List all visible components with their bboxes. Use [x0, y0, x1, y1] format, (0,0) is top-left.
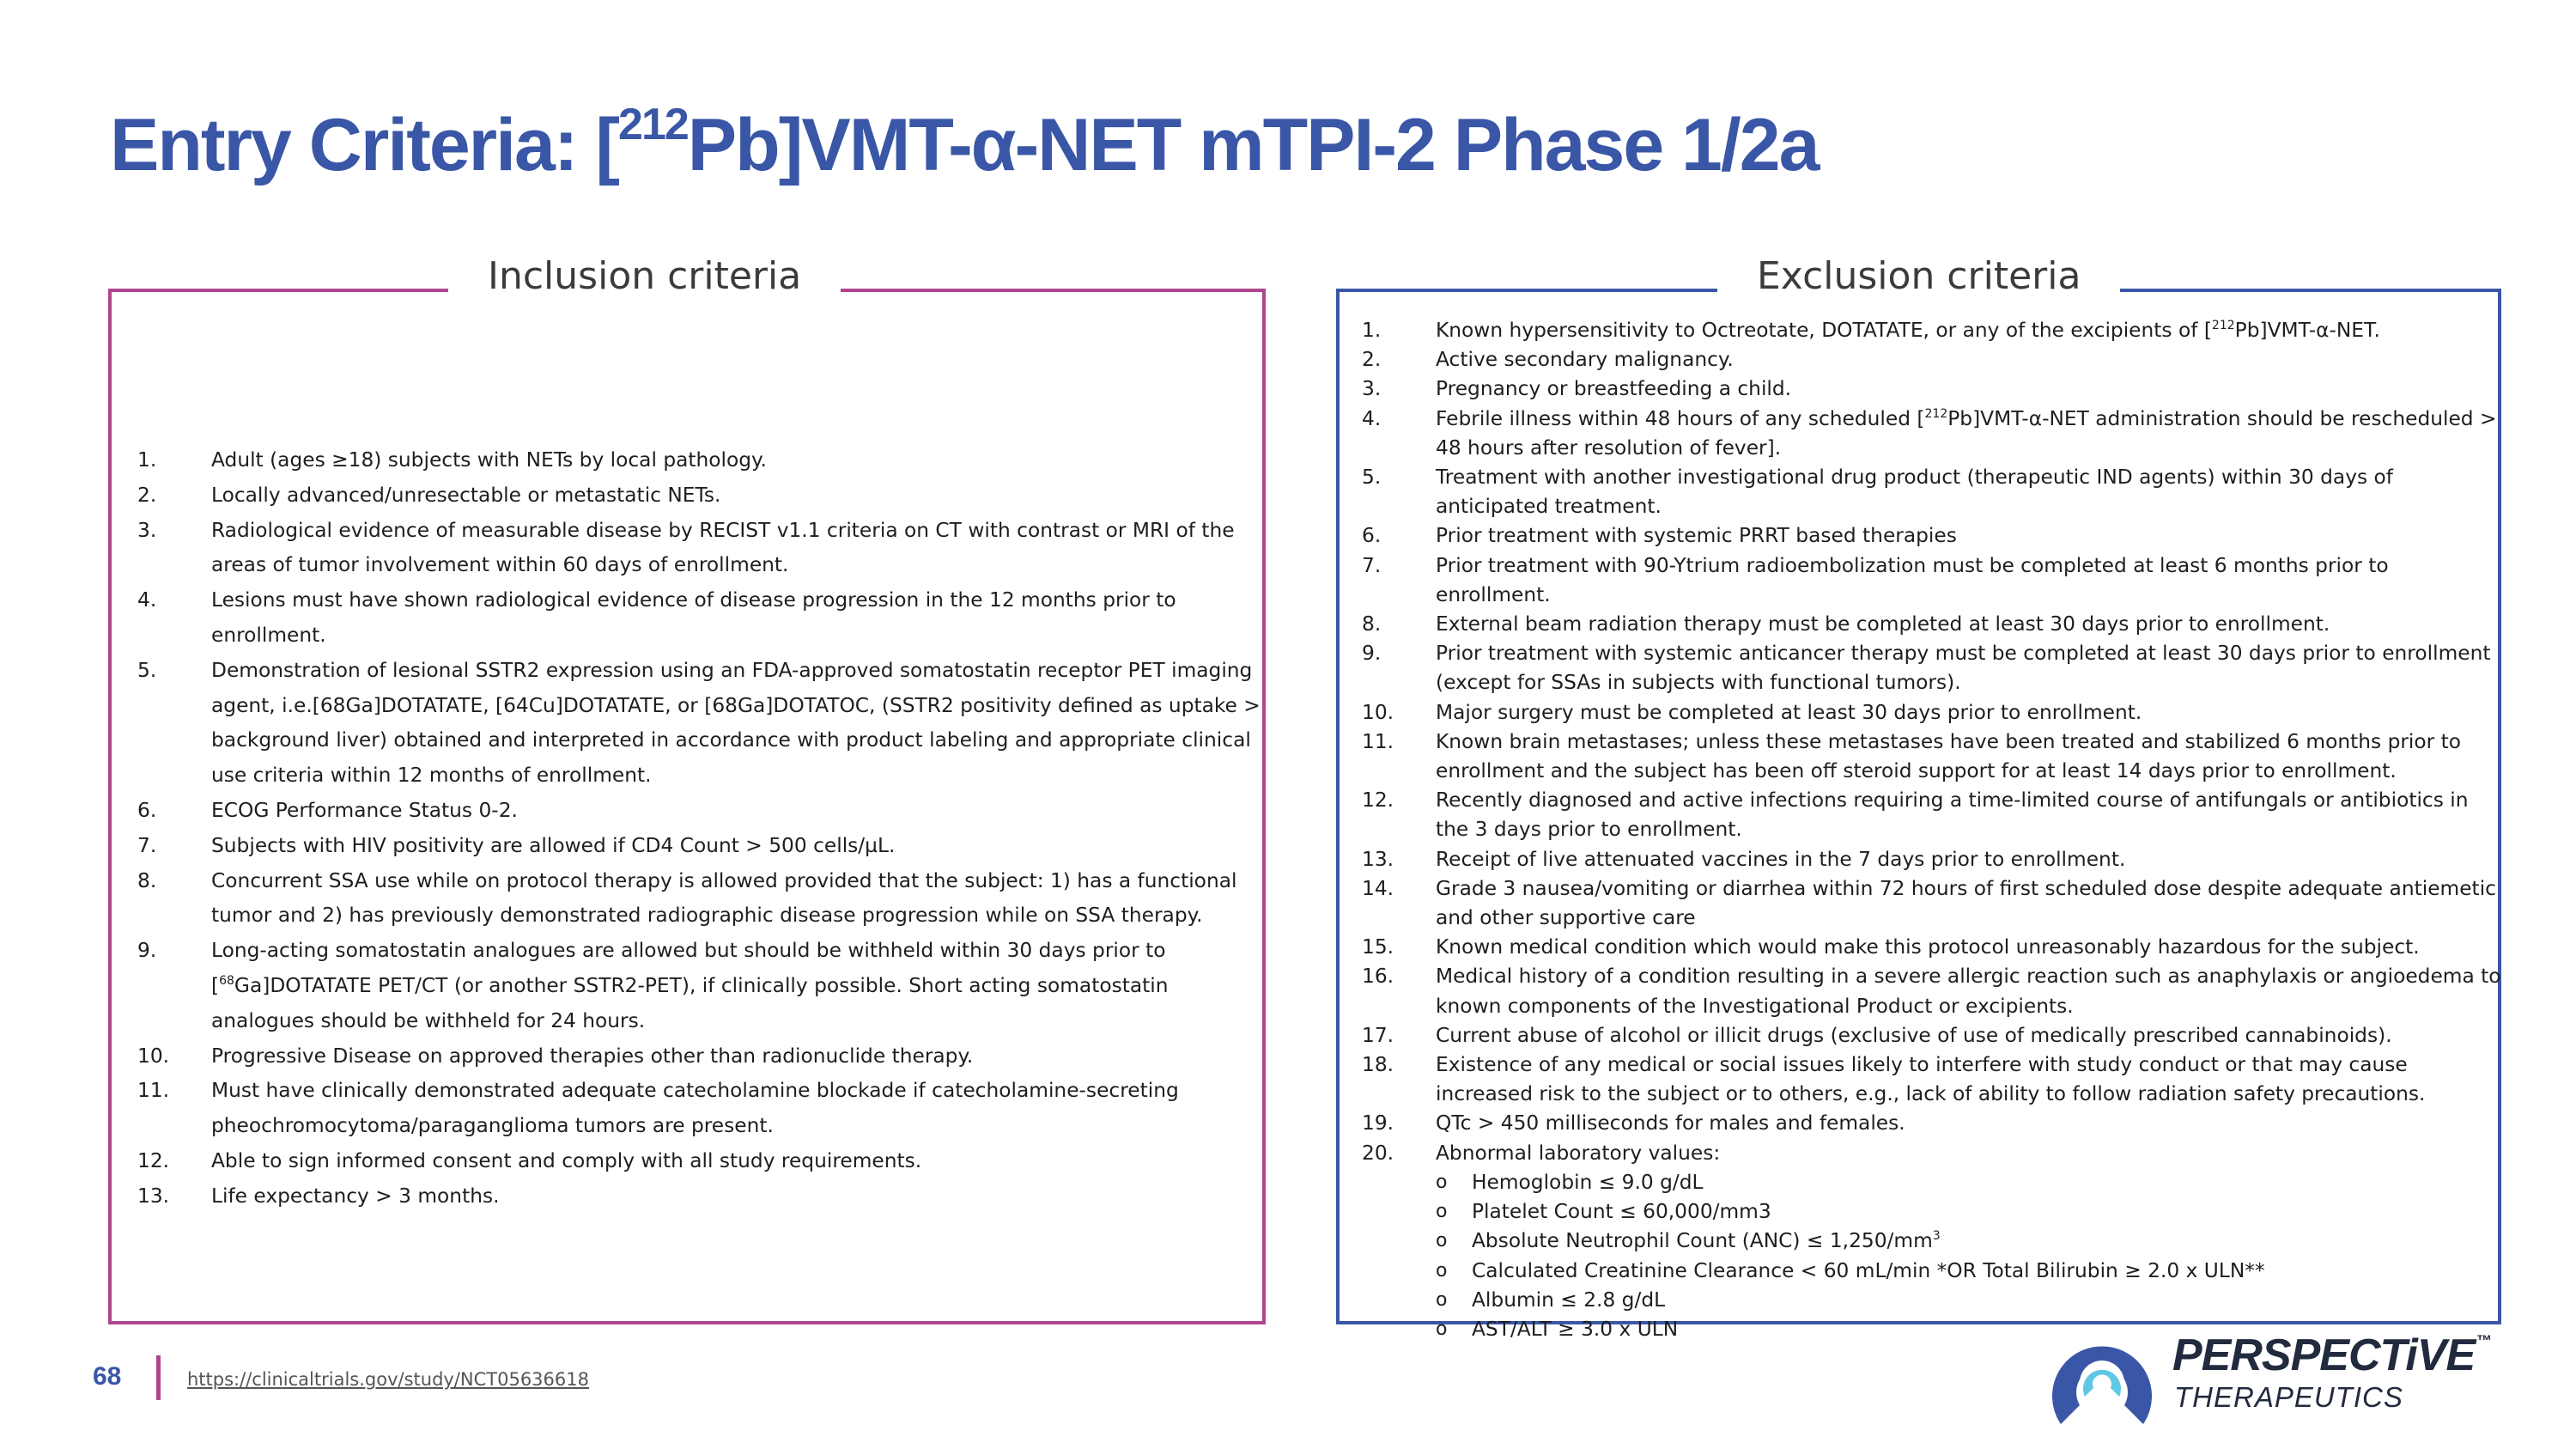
inclusion-item	[137, 1144, 1271, 1179]
item-text-main: Medical history of a condition resulting in a severe allergic reaction such as anaphylaxis or angioedema to known components of the Investigational Product or excipients.	[1436, 965, 2501, 1018]
item-text-main: Recently diagnosed and active infections requiring a time-limited course of antifungals or antibiotics in the 3 days prior to enrollment.	[1436, 788, 2469, 842]
item-text-main: Lesions must have shown radiological evidence of disease progression in the 12 months prior to enrollment.	[211, 588, 1176, 647]
bullet-circle-icon: o	[1436, 1288, 1448, 1311]
item-number: 12.	[1362, 788, 1394, 813]
exclusion-list	[1362, 316, 2504, 1344]
item-text	[1436, 348, 1734, 371]
item-number: 9.	[1362, 642, 1382, 666]
exclusion-item	[1362, 1139, 2504, 1344]
item-number: 10.	[137, 1044, 170, 1068]
item-text-main: Known medical condition which would make this protocol unreasonably hazardous for the subject.	[1436, 935, 2420, 959]
exclusion-item	[1362, 962, 2504, 1020]
item-number: 5.	[137, 658, 157, 682]
item-text	[1436, 612, 2330, 636]
inclusion-item	[137, 478, 1271, 514]
item-text-main: Able to sign informed consent and comply with all study requirements.	[211, 1148, 922, 1172]
item-text	[1436, 877, 2496, 929]
item-number: 9.	[137, 939, 157, 963]
lab-value-item	[1436, 1257, 2504, 1286]
lab-value-item	[1436, 1197, 2504, 1227]
lab-value-text: Calculated Creatinine Clearance < 60 mL/min *OR Total Bilirubin ≥ 2.0 x ULN**	[1472, 1258, 2265, 1282]
item-text	[211, 1044, 973, 1068]
exclusion-item	[1362, 521, 2504, 551]
item-text	[1436, 319, 2380, 342]
lab-value-text: Hemoglobin ≤ 9.0 g/dL	[1472, 1170, 1704, 1194]
item-number: 4.	[1362, 406, 1382, 430]
lab-value-superscript: 3	[1932, 1229, 1941, 1244]
inclusion-item	[137, 583, 1271, 654]
item-text	[211, 1184, 500, 1208]
item-text-main: Known brain metastases; unless these metastases have been treated and stabilized 6 months prior to enrollment and the subject has been off steroid support for at least 14 days prior to enrollment.	[1436, 729, 2462, 783]
item-text	[1436, 524, 1957, 547]
exclusion-item	[1362, 374, 2504, 404]
exclusion-item	[1362, 345, 2504, 374]
item-number: 15.	[1362, 935, 1394, 959]
inclusion-criteria-panel	[108, 254, 1266, 1324]
item-text	[1436, 1142, 1720, 1165]
item-number: 7.	[137, 833, 157, 857]
item-text	[211, 939, 1169, 1032]
item-text-main: Progressive Disease on approved therapies other than radionuclide therapy.	[211, 1044, 974, 1068]
item-number: 6.	[1362, 524, 1382, 548]
lab-values-list	[1436, 1168, 2504, 1344]
item-text-main: Locally advanced/unresectable or metastatic NETs.	[211, 483, 721, 507]
item-number: 13.	[1362, 847, 1394, 871]
item-text-main: Existence of any medical or social issues likely to interfere with study conduct or that may cause increased risk to the subject or to others, e.g., lack of ability to follow radiation safety precautions.	[1436, 1053, 2426, 1106]
item-text-main: Life expectancy > 3 months.	[211, 1184, 500, 1208]
item-text	[211, 1149, 921, 1172]
item-text	[211, 519, 1235, 577]
item-number: 11.	[1362, 729, 1394, 753]
item-text	[1436, 466, 2393, 518]
item-text-main: ECOG Performance Status 0-2.	[211, 798, 518, 822]
title-prefix: Entry Criteria: [	[110, 104, 619, 186]
clinicaltrials-link[interactable]: https://clinicaltrials.gov/study/NCT05636618	[187, 1369, 589, 1390]
item-text	[211, 799, 518, 822]
item-text	[1436, 642, 2491, 694]
item-text-main: Must have clinically demonstrated adequate catecholamine blockade if catecholamine-secreting pheochromocytoma/paraganglioma tumors are present.	[211, 1079, 1179, 1138]
exclusion-item	[1362, 316, 2504, 345]
item-text-main: Pregnancy or breastfeeding a child.	[1436, 377, 1792, 401]
item-text-main: Active secondary malignancy.	[1436, 348, 1734, 372]
item-text-main: QTc > 450 milliseconds for males and females.	[1436, 1111, 1905, 1135]
item-text	[1436, 377, 1791, 400]
item-number: 11.	[137, 1079, 170, 1103]
exclusion-item	[1362, 1109, 2504, 1138]
item-number: 17.	[1362, 1023, 1394, 1047]
item-text	[211, 484, 720, 507]
item-text-main: Radiological evidence of measurable disease by RECIST v1.1 criteria on CT with contrast or MRI of the areas of tumor involvement within 60 days of enrollment.	[211, 518, 1235, 577]
bullet-circle-icon: o	[1436, 1201, 1448, 1223]
item-number: 6.	[137, 798, 157, 822]
item-number: 2.	[137, 483, 157, 507]
item-number: 2.	[1362, 348, 1382, 372]
item-text	[1436, 848, 2125, 871]
brand-name	[2172, 1330, 2491, 1381]
lab-value-text: Albumin ≤ 2.8 g/dL	[1472, 1288, 1666, 1312]
inclusion-heading: Inclusion criteria	[448, 254, 841, 298]
item-number: 20.	[1362, 1141, 1394, 1165]
item-text-main: Prior treatment with systemic anticancer therapy must be completed at least 30 days prior to enrollment (except for SSAs in subjects with functional tumors).	[1436, 642, 2491, 695]
item-text	[211, 869, 1236, 928]
item-number: 18.	[1362, 1053, 1394, 1077]
item-number: 13.	[137, 1184, 170, 1208]
item-text-main: External beam radiation therapy must be completed at least 30 days prior to enrollment.	[1436, 612, 2330, 636]
exclusion-item	[1362, 463, 2504, 521]
bullet-circle-icon: o	[1436, 1230, 1448, 1252]
item-number: 5.	[1362, 466, 1382, 490]
inclusion-item	[137, 654, 1271, 794]
exclusion-item	[1362, 405, 2504, 463]
title-superscript: 212	[618, 100, 688, 149]
inclusion-list	[137, 443, 1271, 1215]
item-text-main: Pb]VMT-α-NET administration should be rescheduled > 48 hours after resolution of fever].	[1436, 406, 2497, 460]
inclusion-item	[137, 829, 1271, 864]
item-text-main: Grade 3 nausea/vomiting or diarrhea within 72 hours of first scheduled dose despite adequate antiemetic and other supportive care	[1436, 876, 2496, 930]
item-number: 1.	[1362, 319, 1382, 342]
inclusion-item	[137, 1039, 1271, 1075]
bullet-circle-icon: o	[1436, 1318, 1448, 1340]
item-text-pre: Febrile illness within 48 hours of any scheduled [	[1436, 406, 1925, 430]
item-text	[1436, 730, 2461, 782]
item-text	[1436, 701, 2142, 724]
inclusion-item	[137, 794, 1271, 829]
bullet-circle-icon: o	[1436, 1171, 1448, 1193]
item-number: 4.	[137, 588, 157, 612]
lab-value-text: Absolute Neutrophil Count (ANC) ≤ 1,250/mm	[1472, 1229, 1933, 1253]
inclusion-item	[137, 934, 1271, 1038]
item-text-pre: Long-acting somatostatin analogues are allowed but should be withheld within 30 days prior to [	[211, 939, 1166, 997]
lab-value-text: AST/ALT ≥ 3.0 x ULN	[1472, 1317, 1679, 1341]
item-number: 12.	[137, 1148, 170, 1172]
item-text	[1436, 1024, 2392, 1047]
item-superscript: 212	[1924, 406, 1948, 421]
trademark-symbol: ™	[2476, 1332, 2492, 1349]
exclusion-item	[1362, 786, 2504, 844]
item-number: 7.	[1362, 553, 1382, 577]
item-text-main: Concurrent SSA use while on protocol therapy is allowed provided that the subject: 1) has a functional tumor and 2) has previously demonstrated radiographic disease progression while on SSA therapy.	[211, 868, 1237, 928]
brand-subtitle: THERAPEUTICS	[2174, 1381, 2403, 1413]
inclusion-item	[137, 514, 1271, 584]
item-text-pre: Known hypersensitivity to Octreotate, DOTATATE, or any of the excipients of [	[1436, 319, 2212, 342]
exclusion-item	[1362, 874, 2504, 933]
item-text	[1436, 407, 2497, 460]
item-number: 16.	[1362, 965, 1394, 989]
inclusion-item	[137, 1179, 1271, 1215]
exclusion-item	[1362, 845, 2504, 874]
item-number: 1.	[137, 448, 157, 472]
exclusion-item	[1362, 1050, 2504, 1109]
item-text	[211, 448, 767, 472]
lab-value-item	[1436, 1286, 2504, 1315]
item-text-main: Adult (ages ≥18) subjects with NETs by local pathology.	[211, 448, 767, 472]
item-number: 10.	[1362, 700, 1394, 724]
item-number: 19.	[1362, 1111, 1394, 1135]
bullet-circle-icon: o	[1436, 1259, 1448, 1282]
item-text-main: Demonstration of lesional SSTR2 expression using an FDA-approved somatostatin receptor PET imaging agent, i.e.[68Ga]DOTATATE, [64Cu]DOTATATE, or [68Ga]DOTATOC, (SSTR2 positivity defined as uptake > background liver) obtained and interpreted in accordance with product labeling and appropriate clinical use criteria within 12 months of enrollment.	[211, 658, 1261, 788]
item-text-main: Ga]DOTATATE PET/CT (or another SSTR2-PET), if clinically possible. Short acting somatostatin analogues should be withheld for 24 hours.	[211, 973, 1169, 1032]
exclusion-item	[1362, 639, 2504, 697]
exclusion-item	[1362, 1021, 2504, 1050]
exclusion-item	[1362, 728, 2504, 786]
item-text	[211, 588, 1176, 647]
item-text-main: Receipt of live attenuated vaccines in the 7 days prior to enrollment.	[1436, 847, 2126, 871]
lab-value-item	[1436, 1227, 2504, 1256]
slide-title	[110, 100, 1819, 186]
item-text-main: Subjects with HIV positivity are allowed if CD4 Count > 500 cells/µL.	[211, 833, 896, 857]
item-text-main: Abnormal laboratory values:	[1436, 1141, 1721, 1165]
item-text-main: Current abuse of alcohol or illicit drugs (exclusive of use of medically prescribed cannabinoids).	[1436, 1023, 2392, 1047]
exclusion-item	[1362, 610, 2504, 639]
item-superscript: 212	[2211, 319, 2235, 332]
item-number: 8.	[1362, 612, 1382, 636]
exclusion-item	[1362, 698, 2504, 728]
item-number: 3.	[137, 518, 157, 542]
item-superscript: 68	[219, 973, 234, 988]
item-number: 3.	[1362, 377, 1382, 401]
item-text-main: Major surgery must be completed at least 30 days prior to enrollment.	[1436, 700, 2142, 724]
item-text-main: Prior treatment with 90-Ytrium radioembolization must be completed at least 6 months prior to enrollment.	[1436, 553, 2389, 606]
item-text-main: Treatment with another investigational drug product (therapeutic IND agents) within 30 days of anticipated treatment.	[1436, 466, 2393, 519]
page-number: 68	[93, 1362, 122, 1391]
item-text	[211, 834, 895, 857]
inclusion-item	[137, 1074, 1271, 1144]
item-text	[1436, 1053, 2425, 1105]
item-text	[1436, 965, 2501, 1017]
item-text	[1436, 788, 2469, 841]
item-text-main: Pb]VMT-α-NET.	[2234, 319, 2380, 342]
inclusion-item	[137, 864, 1271, 935]
lab-value-text: Platelet Count ≤ 60,000/mm3	[1472, 1200, 1771, 1224]
exclusion-heading: Exclusion criteria	[1717, 254, 2120, 298]
exclusion-item	[1362, 551, 2504, 610]
exclusion-item	[1362, 933, 2504, 962]
item-text	[211, 659, 1261, 787]
item-text	[1436, 935, 2420, 959]
item-number: 8.	[137, 868, 157, 892]
item-number: 14.	[1362, 876, 1394, 900]
item-text	[1436, 554, 2389, 606]
footer-divider	[156, 1355, 161, 1400]
perspective-logo-icon	[2042, 1323, 2162, 1429]
brand-wordmark: PERSPECTiVE	[2172, 1330, 2476, 1380]
inclusion-item	[137, 443, 1271, 478]
item-text-main: Prior treatment with systemic PRRT based therapies	[1436, 524, 1957, 548]
lab-value-item	[1436, 1168, 2504, 1197]
exclusion-criteria-panel	[1336, 254, 2501, 1341]
title-rest: Pb]VMT-α-NET mTPI-2 Phase 1/2a	[687, 104, 1819, 186]
item-text	[211, 1079, 1179, 1137]
item-text	[1436, 1111, 1905, 1135]
